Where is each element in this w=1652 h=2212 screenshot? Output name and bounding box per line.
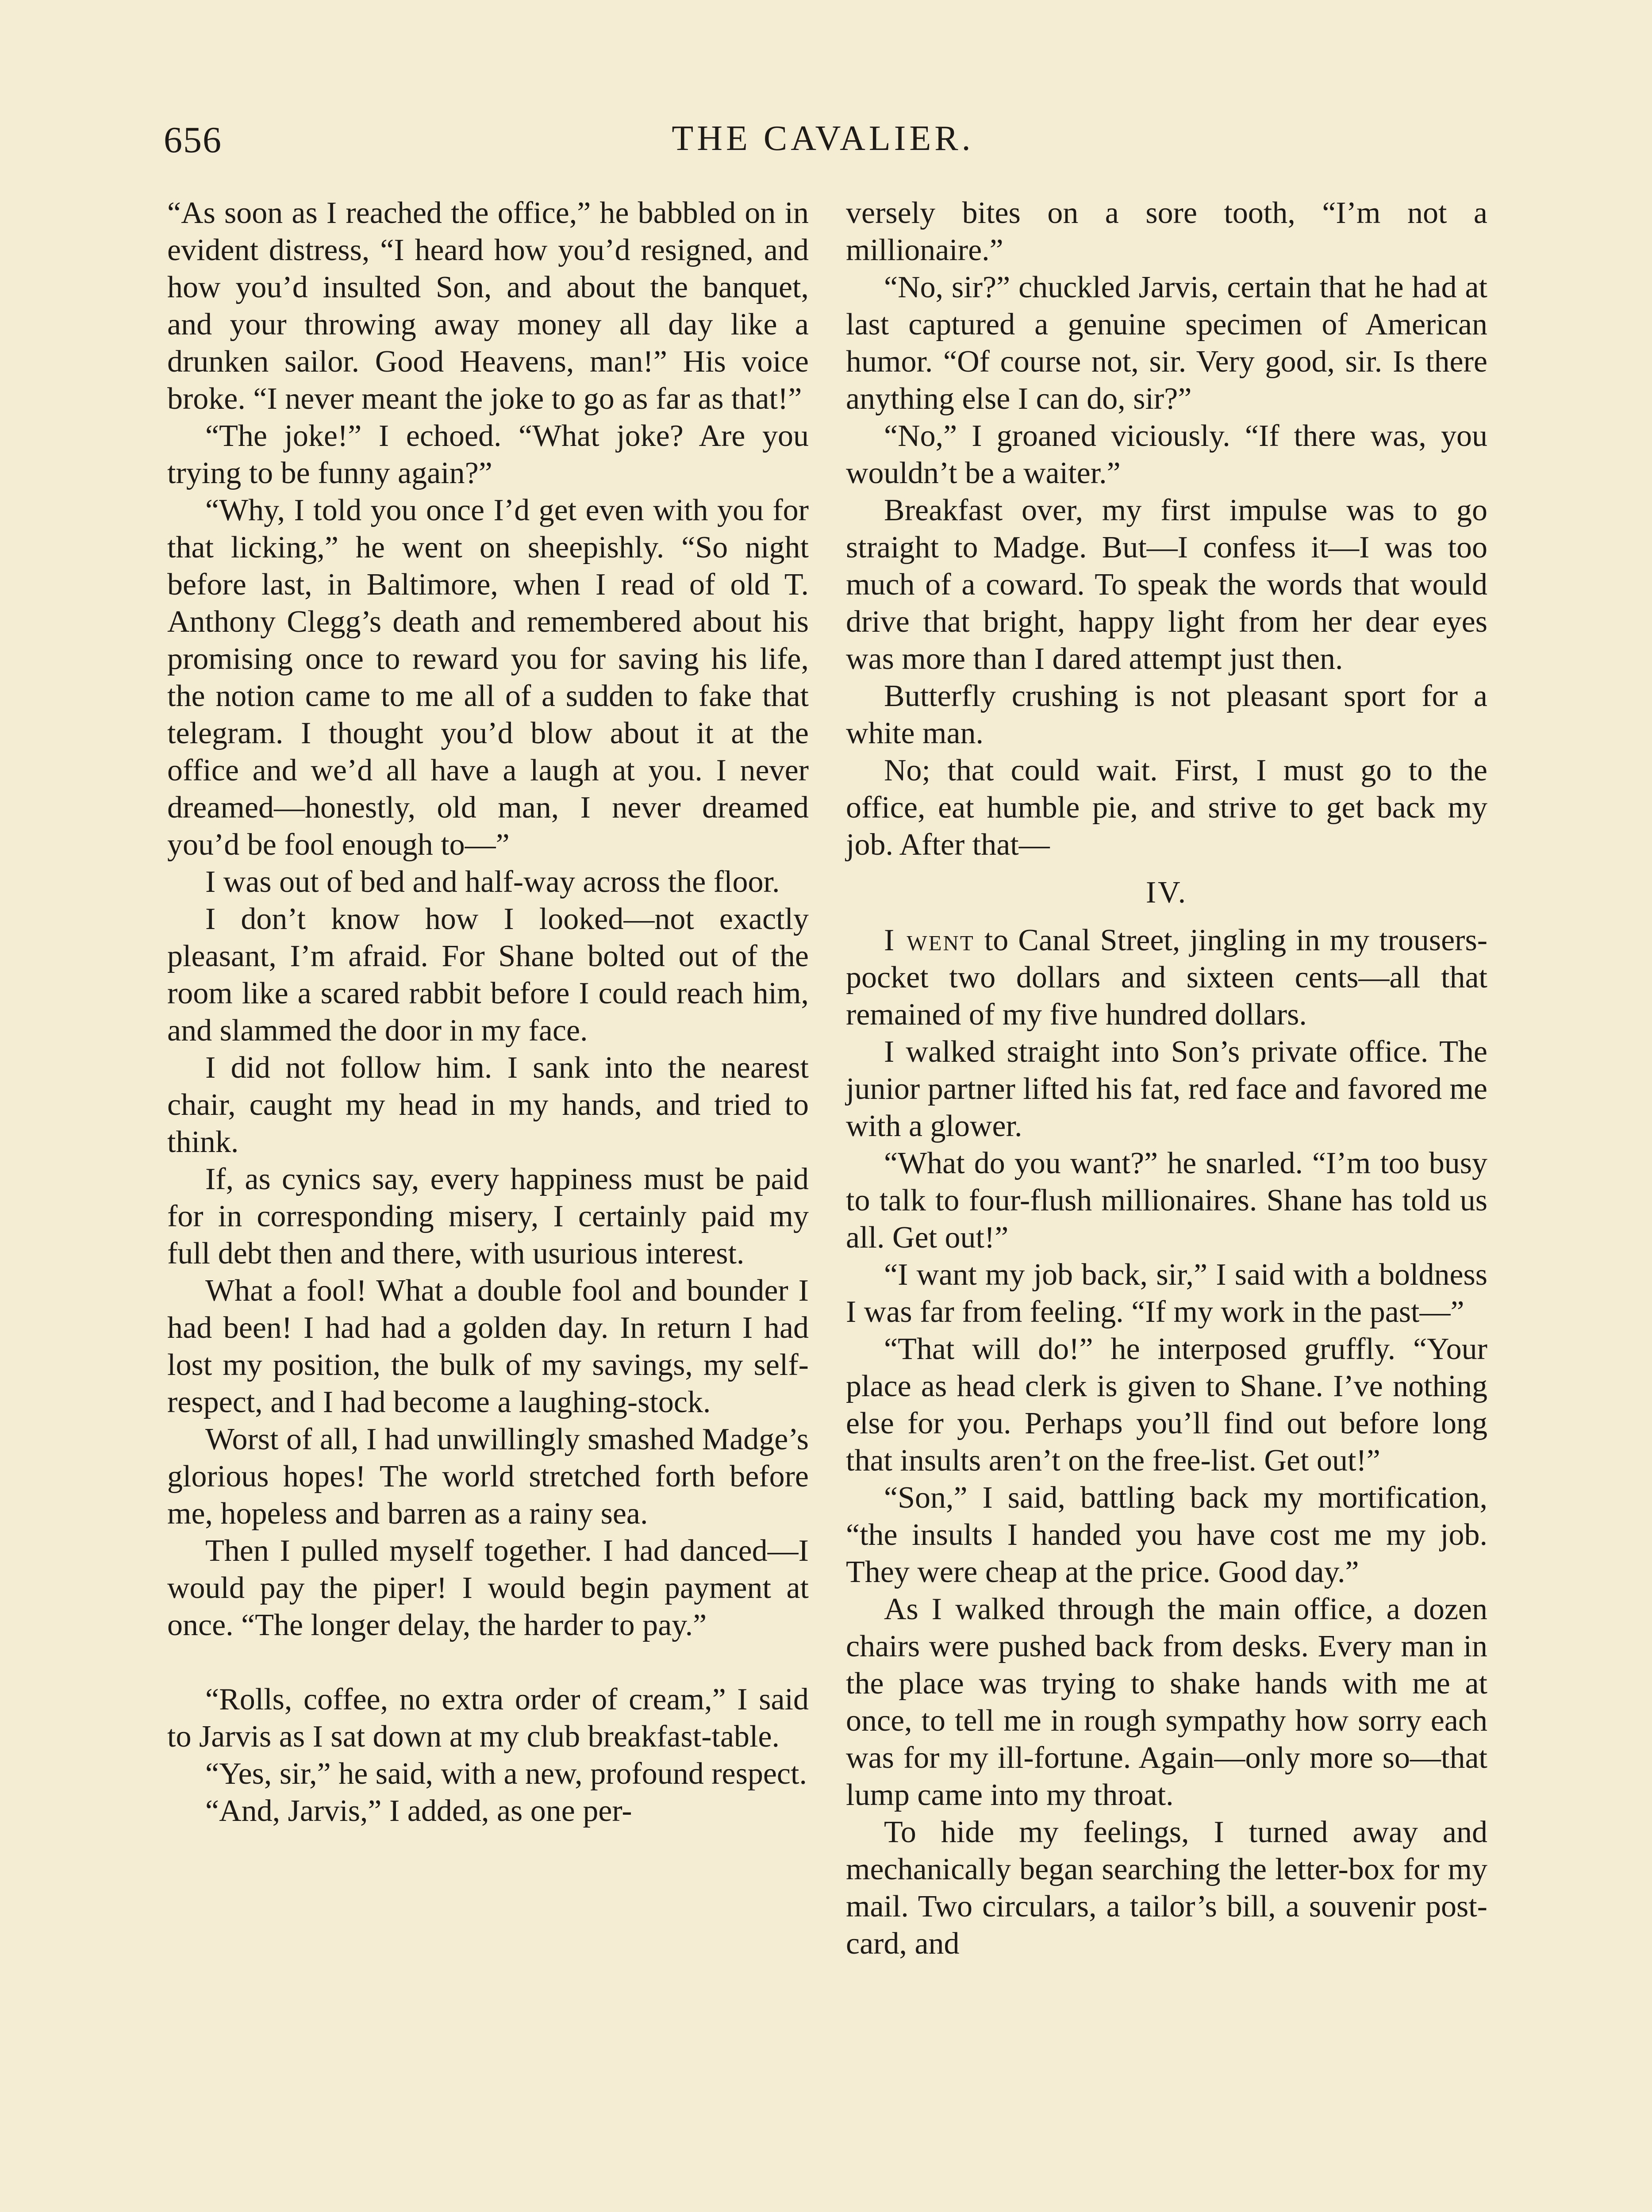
paragraph: “Yes, sir,” he said, with a new, profound respect. — [205, 1757, 807, 1791]
paragraph: “Son,” I said, battling back my mortification, “the insults I handed you have cost me my job. They were cheap at the price. Good day.” — [846, 1481, 1487, 1589]
running-head: THE CAVALIER. — [672, 119, 974, 158]
paragraph: “And, Jarvis,” I added, as one per- — [205, 1794, 632, 1828]
paragraph: “As soon as I reached the office,” he babbled on in evident distress, “I heard how you’d resigned, and how you’d insulted Son, and about the banquet, and your throwing away money all day like a drunken sailor. Good Heavens, man!” His voice broke. “I never meant the joke to go as far as that!” — [167, 196, 809, 416]
paragraph: Worst of all, I had unwillingly smashed Madge’s glorious hopes! The world stretched forth before me, hopeless and barren as a rainy sea. — [167, 1422, 809, 1531]
opening-smallcaps: I went — [884, 923, 975, 957]
page-number: 656 — [164, 119, 222, 161]
paragraph: “Rolls, coffee, no extra order of cream,” I said to Jarvis as I sat down at my club breakfast-table. — [167, 1682, 809, 1754]
paragraph: “That will do!” he interposed gruffly. “Your place as head clerk is given to Shane. I’ve nothing else for you. Perhaps you’ll find out before long that insults aren’t on the free-list. Get out!” — [846, 1332, 1487, 1478]
paragraph: “No, sir?” chuckled Jarvis, certain that he had at last captured a genuine specimen of American humor. “Of course not, sir. Very good, sir. Is there anything else I can do, sir?” — [846, 270, 1487, 416]
paragraph: I did not follow him. I sank into the nearest chair, caught my head in my hands, and tried to think. — [167, 1051, 809, 1159]
paragraph: Then I pulled myself together. I had danced—I would pay the piper! I would begin payment at once. “The longer delay, the harder to pay.” — [167, 1534, 809, 1642]
paragraph: I walked straight into Son’s private office. The junior partner lifted his fat, red face and favored me with a glower. — [846, 1035, 1487, 1143]
paragraph: I don’t know how I looked—not exactly pleasant, I’m afraid. For Shane bolted out of the room like a scared rabbit before I could reach him, and slammed the door in my face. — [167, 902, 809, 1048]
section-heading: IV. — [1145, 876, 1188, 910]
paragraph: Breakfast over, my first impulse was to go straight to Madge. But—I confess it—I was too much of a coward. To speak the words that would drive that bright, happy light from her dear eyes was more than I dared attempt just then. — [846, 493, 1487, 676]
paragraph: “The joke!” I echoed. “What joke? Are you trying to be funny again?” — [167, 419, 809, 490]
paragraph: versely bites on a sore tooth, “I’m not a millionaire.” — [846, 196, 1487, 267]
right-column — [846, 195, 1487, 1962]
paragraph: To hide my feelings, I turned away and mechanically began searching the letter-box for my mail. Two circulars, a tailor’s bill, a souvenir post-card, and — [846, 1815, 1487, 1961]
paragraph: What a fool! What a double fool and bounder I had been! I had had a golden day. In return I had lost my position, the bulk of my savings, my self-respect, and I had become a laughing-stock. — [167, 1274, 809, 1419]
paragraph: As I walked through the main office, a dozen chairs were pushed back from desks. Every man in the place was trying to shake hands with me at once, to tell me in rough sympathy how sorry each was for my ill-fortune. Again—only more so—that lump came into my throat. — [846, 1592, 1487, 1812]
paragraph: “No,” I groaned viciously. “If there was, you wouldn’t be a waiter.” — [846, 419, 1487, 490]
left-column — [167, 195, 809, 1830]
page-header — [164, 119, 1482, 167]
paragraph: “I want my job back, sir,” I said with a boldness I was far from feeling. “If my work in the past—” — [846, 1258, 1487, 1329]
opening-text: to Canal Street, jingling in my trousers-pocket two dollars and sixteen cents—all that remained of my five hundred dollars. — [846, 923, 1488, 1032]
paragraph: No; that could wait. First, I must go to the office, eat humble pie, and strive to get back my job. After that— — [846, 753, 1487, 862]
paragraph: “What do you want?” he snarled. “I’m too busy to talk to four-flush millionaires. Shane has told us all. Get out!” — [846, 1146, 1487, 1255]
section-opening-paragraph — [846, 922, 1487, 1033]
paragraph: “Why, I told you once I’d get even with you for that licking,” he went on sheepishly. “So night before last, in Baltimore, when I read of old T. Anthony Clegg’s death and remembered about his promising once to reward you for saving his life, the notion came to me all of a sudden to fake that telegram. I thought you’d blow about it at the office and we’d all have a laugh at you. I never dreamed—honestly, old man, I never dreamed you’d be fool enough to—” — [167, 493, 809, 862]
paragraph: I was out of bed and half-way across the floor. — [205, 865, 780, 899]
paragraph: If, as cynics say, every happiness must be paid for in corresponding misery, I certainly paid my full debt then and there, with usurious interest. — [167, 1162, 809, 1271]
paragraph: Butterfly crushing is not pleasant sport for a white man. — [846, 679, 1487, 750]
